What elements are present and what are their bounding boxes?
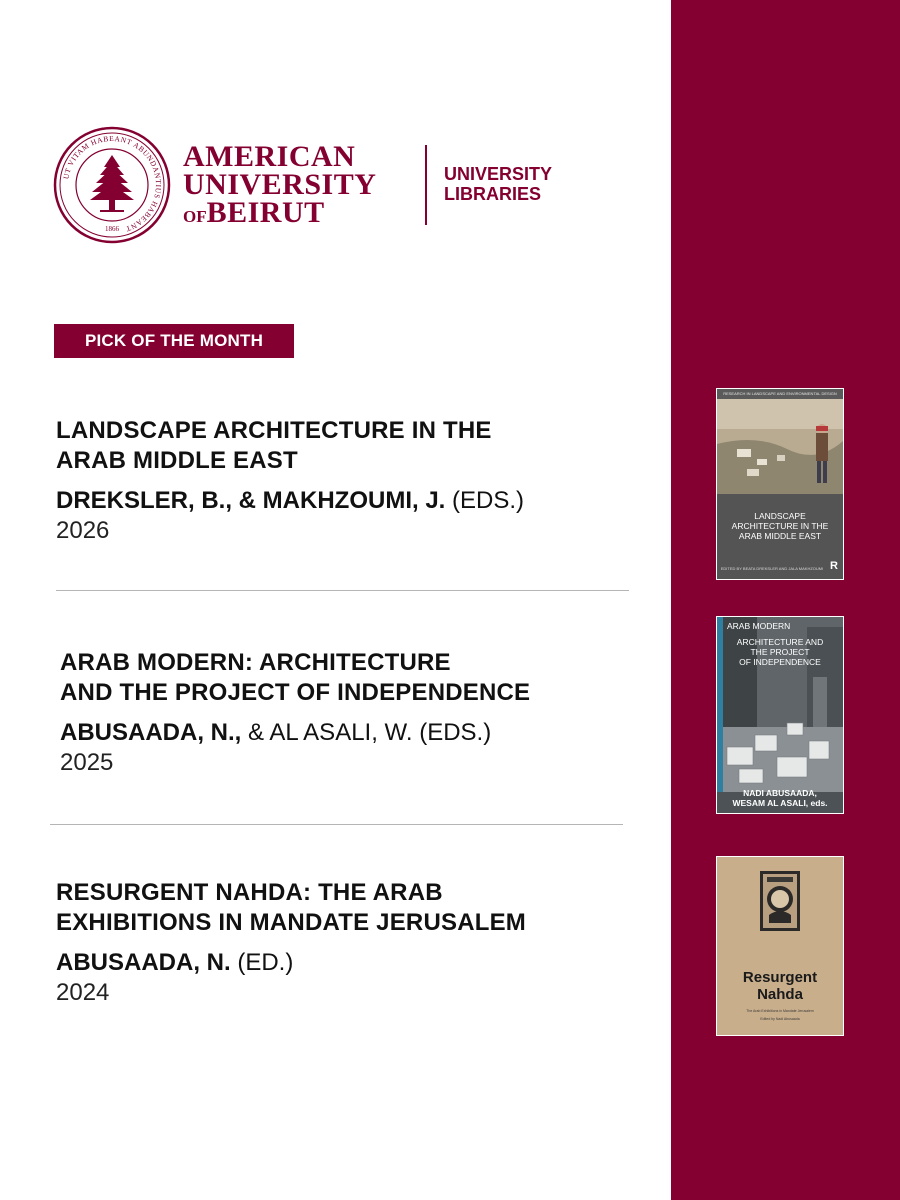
cover-editors-line1: NADI ABUSAADA, [743, 788, 817, 798]
book-cover-2 [716, 616, 844, 814]
seal-year: 1866 [105, 225, 119, 233]
cover-editors: EDITED BY BEATA DREKSLER AND JALA MAKHZOUMI [720, 566, 824, 571]
cover-title-line1: LANDSCAPE [754, 511, 806, 521]
book-cover-1 [716, 388, 844, 580]
aub-wordmark [183, 140, 377, 231]
book-year: 2024 [56, 979, 110, 1006]
cover-title-line1: Resurgent [742, 969, 818, 986]
cedar-tree-icon [90, 155, 134, 212]
book-entry-1 [56, 416, 636, 546]
divider [56, 590, 629, 591]
book-year: 2025 [60, 749, 114, 776]
divider [50, 824, 623, 825]
logo-divider [425, 145, 427, 225]
book-authors: ABUSAADA, N. (ED.) [56, 949, 294, 976]
seal-motto: UT VITAM HABEANT ABUNDANTIUS HABEANT [61, 133, 164, 234]
ornamental-poster-illustration [760, 871, 800, 931]
wordmark-line3: BEIRUT [206, 196, 325, 229]
cover-title-line2: Nahda [757, 986, 803, 1003]
book-entry-2 [60, 648, 640, 778]
cover-subtitle: The Arab Exhibitions in Mandate Jerusalem [746, 1009, 814, 1013]
book-authors: ABUSAADA, N., & AL ASALI, W. (EDS.) [60, 719, 492, 746]
wordmark-line2: UNIVERSITY [183, 168, 377, 201]
book-cover-3 [716, 856, 844, 1036]
cover-title-line1: ARCHITECTURE AND [736, 637, 824, 647]
university-libraries-label [444, 164, 552, 204]
book-entry-3 [56, 878, 636, 1008]
wordmark-of: OF [183, 207, 207, 226]
libraries-line1: UNIVERSITY [444, 164, 553, 184]
cover-title-line2: THE PROJECT [750, 647, 810, 657]
book-title: RESURGENT NAHDA: THE ARAB EXHIBITIONS IN MANDATE JERUSALEM [56, 879, 526, 936]
cover-editor: Edited by Nadi Abusaada [760, 1017, 800, 1021]
pick-of-the-month-badge: PICK OF THE MONTH [54, 324, 294, 358]
publisher-logo-icon: R [830, 560, 838, 572]
book-authors: DREKSLER, B., & MAKHZOUMI, J. (EDS.) [56, 487, 525, 514]
cover-top-title: ARAB MODERN [727, 621, 791, 631]
cover-series: RESEARCH IN LANDSCAPE AND ENVIRONMENTAL DESIGN [723, 391, 837, 396]
libraries-line2: LIBRARIES [444, 184, 542, 204]
aub-seal-logo [52, 125, 172, 245]
book-title: ARAB MODERN: ARCHITECTURE AND THE PROJECT OF INDEPENDENCE [60, 649, 531, 706]
book-title: LANDSCAPE ARCHITECTURE IN THE ARAB MIDDLE EAST [56, 417, 492, 474]
book-year: 2026 [56, 517, 110, 544]
cover-editors-line2: WESAM AL ASALI, eds. [732, 798, 828, 808]
cover-title-line3: ARAB MIDDLE EAST [738, 531, 822, 541]
cover-title-line3: OF INDEPENDENCE [739, 657, 821, 667]
wordmark-line1: AMERICAN [183, 140, 356, 173]
cover-title-line2: ARCHITECTURE IN THE [731, 521, 829, 531]
